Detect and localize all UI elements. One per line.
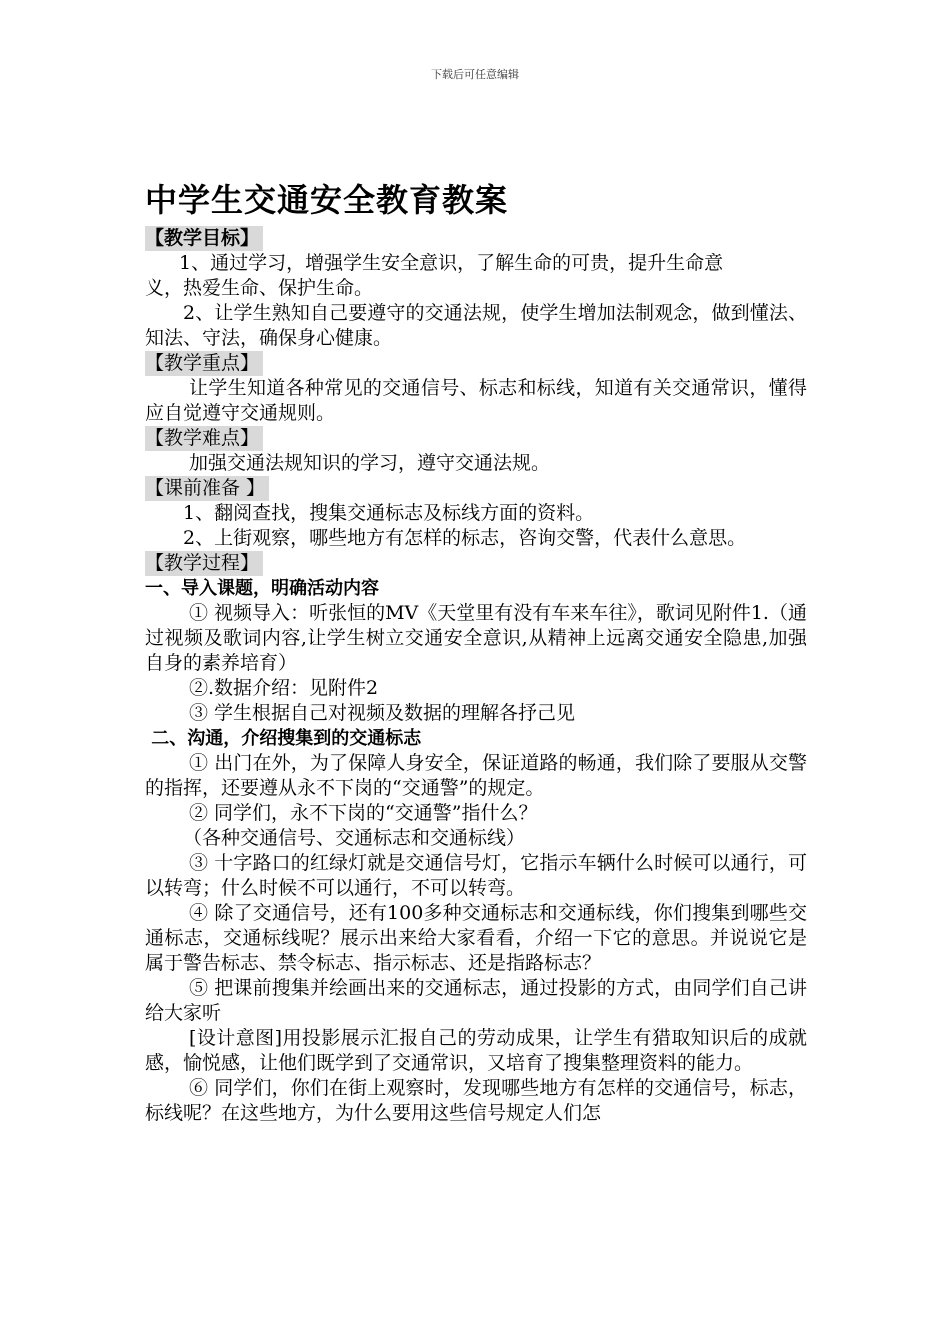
preparation-paragraph-2: 2、上街观察，哪些地方有怎样的标志，咨询交警，代表什么意思。: [183, 527, 747, 549]
process-2-design-intent: [设计意图]用投影展示汇报自己的劳动成果，让学生有猎取知识后的成就感，愉悦感，让他们既学到了交通常识，又培育了搜集整理资料的能力。: [145, 1027, 807, 1074]
process-2-paragraph-6: ⑤ 把课前搜集并绘画出来的交通标志，通过投影的方式，由同学们自己讲给大家听: [145, 977, 807, 1024]
section-label-difficulties: 【教学难点】: [145, 426, 263, 451]
section-label-keypoints: 【教学重点】: [145, 351, 263, 376]
objectives-paragraph-2: 2、让学生熟知自己要遵守的交通法规，使学生增加法制观念，做到懂法、知法、守法，确保身心健康。: [145, 302, 807, 349]
process-2-paragraph-3: （各种交通信号、交通标志和交通标线）: [183, 827, 526, 849]
process-heading-1: 一、导入课题，明确活动内容: [145, 578, 379, 599]
process-1-paragraph-2: ②.数据介绍：见附件2: [189, 677, 379, 699]
process-1-paragraph-1: ① 视频导入：听张恒的MV《天堂里有没有车来车往》，歌词见附件1.（通过视频及歌词内容,让学生树立交通安全意识,从精神上远离交通安全隐患,加强自身的素养培育）: [145, 602, 807, 674]
process-2-paragraph-8: ⑥ 同学们，你们在街上观察时，发现哪些地方有怎样的交通信号，标志，标线呢？在这些地方，为什么要用这些信号规定人们怎: [145, 1077, 807, 1124]
section-label-objectives: 【教学目标】: [145, 226, 263, 251]
difficulties-paragraph: 加强交通法规知识的学习，遵守交通法规。: [189, 452, 551, 474]
objectives-paragraph-1a: 1、通过学习，增强学生安全意识，了解生命的可贵，提升生命意: [179, 252, 724, 274]
document-body: [145, 180, 807, 1126]
keypoints-paragraph: 让学生知道各种常见的交通信号、标志和标线，知道有关交通常识，懂得应自觉遵守交通规则。: [145, 377, 807, 424]
section-label-process: 【教学过程】: [145, 551, 263, 576]
preparation-paragraph-1: 1、翻阅查找，搜集交通标志及标线方面的资料。: [183, 502, 595, 524]
section-label-preparation: 【课前准备 】: [145, 476, 269, 501]
process-2-paragraph-2: ② 同学们，永不下岗的“交通警”指什么？: [189, 802, 538, 824]
document-title: 中学生交通安全教育教案: [145, 181, 509, 219]
objectives-paragraph-1b: 义，热爱生命、保护生命。: [145, 277, 374, 299]
process-1-paragraph-3: ③ 学生根据自己对视频及数据的理解各抒己见: [189, 702, 576, 724]
process-2-paragraph-5: ④ 除了交通信号，还有100多种交通标志和交通标线，你们搜集到哪些交通标志，交通标线呢？展示出来给大家看看，介绍一下它的意思。并说说它是属于警告标志、禁令标志、指示标志、还是指路标志？: [145, 902, 807, 974]
process-heading-2: 二、沟通，介绍搜集到的交通标志: [145, 728, 422, 749]
process-2-paragraph-4: ③ 十字路口的红绿灯就是交通信号灯，它指示车辆什么时候可以通行，可以转弯；什么时候不可以通行，不可以转弯。: [145, 852, 807, 899]
process-2-paragraph-1: ① 出门在外，为了保障人身安全，保证道路的畅通，我们除了要服从交警的指挥，还要遵从永不下岗的“交通警”的规定。: [145, 752, 807, 799]
page-header-note: 下载后可任意编辑: [431, 68, 519, 81]
